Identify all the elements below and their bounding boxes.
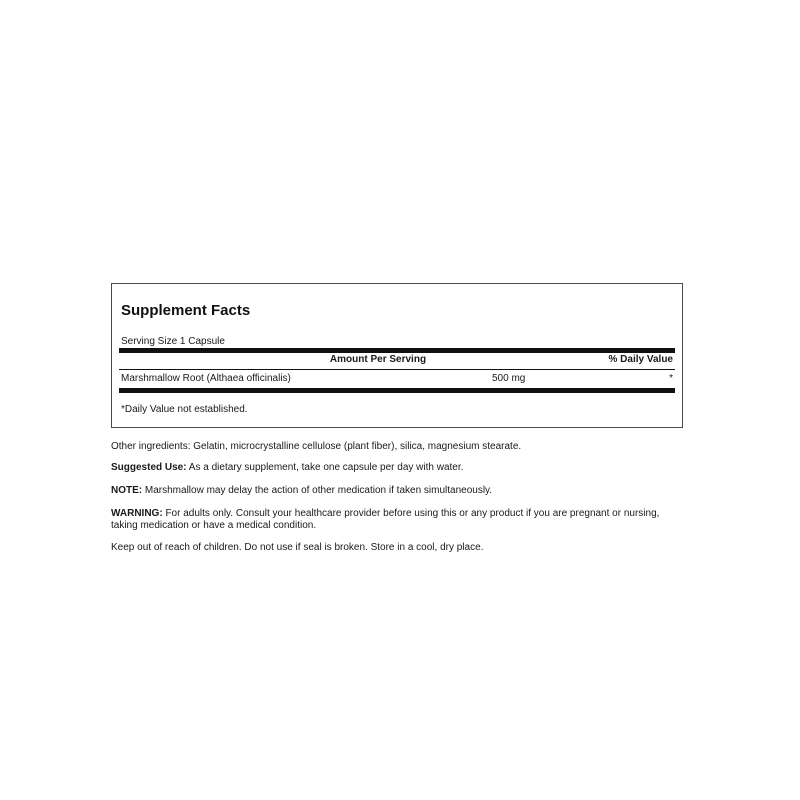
facts-title: Supplement Facts: [121, 302, 251, 319]
suggested-use: [111, 462, 683, 474]
daily-value-footnote: *Daily Value not established.: [121, 404, 248, 415]
divider-thin: [119, 369, 675, 370]
facts-header-row: [119, 354, 675, 368]
note-label: NOTE:: [111, 485, 143, 496]
note: [111, 485, 683, 497]
suggested-use-text: As a dietary supplement, take one capsule per day with water.: [186, 462, 464, 473]
serving-size: Serving Size 1 Capsule: [121, 336, 225, 347]
ingredient-row: [119, 373, 675, 387]
divider-thick-top: [119, 348, 675, 353]
suggested-use-label: Suggested Use:: [111, 462, 187, 473]
ingredient-daily-value: *: [669, 373, 673, 384]
warning-label: WARNING:: [111, 508, 163, 519]
other-ingredients: Other ingredients: Gelatin, microcrystalline cellulose (plant fiber), silica, magnesium stearate.: [111, 441, 522, 452]
ingredient-name: Marshmallow Root (Althaea officinalis): [121, 373, 291, 384]
storage-instructions: Keep out of reach of children. Do not use if seal is broken. Store in a cool, dry place.: [111, 542, 484, 553]
divider-thick-bottom: [119, 388, 675, 393]
warning-text: For adults only. Consult your healthcare provider before using this or any product if you are pregnant or nursing, taking medication or have a medical condition.: [111, 508, 660, 531]
ingredient-amount: 500 mg: [492, 373, 526, 384]
supplement-facts-panel: [111, 283, 683, 428]
amount-per-serving-header: Amount Per Serving: [329, 354, 427, 365]
warning: [111, 508, 683, 532]
note-text: Marshmallow may delay the action of other medication if taken simultaneously.: [142, 485, 493, 496]
daily-value-header: % Daily Value: [608, 354, 673, 365]
